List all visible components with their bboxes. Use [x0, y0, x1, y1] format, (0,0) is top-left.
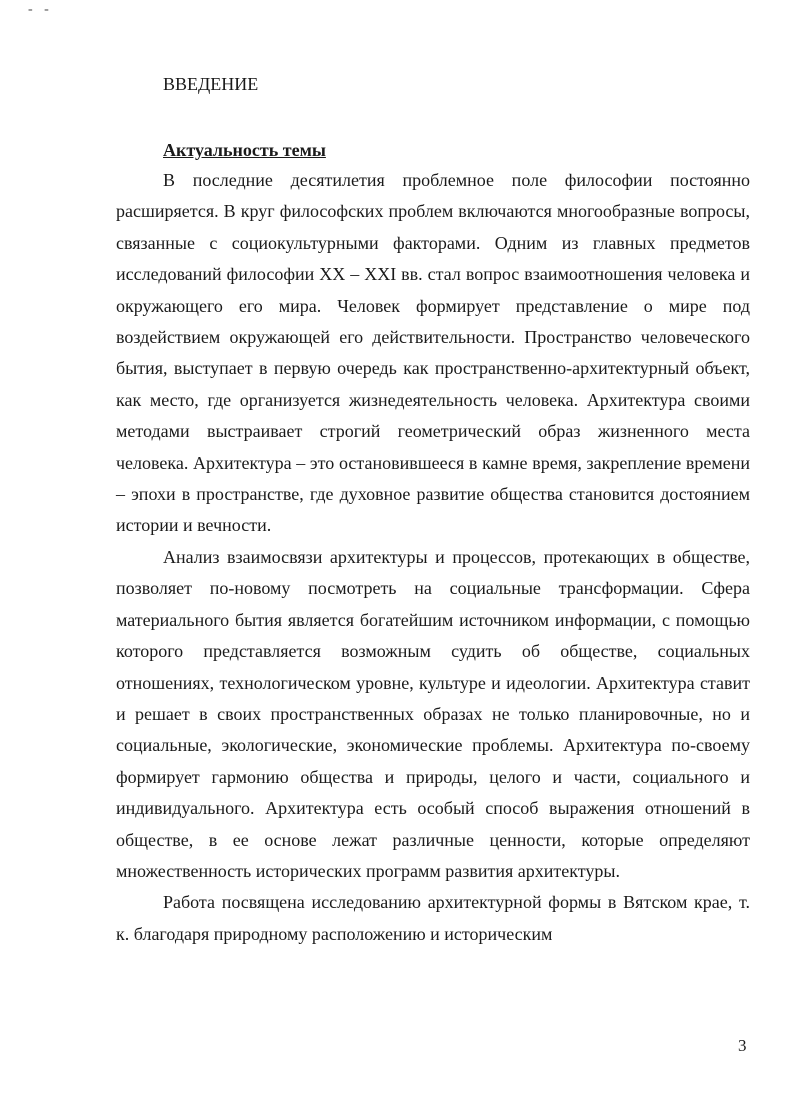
subsection-heading: Актуальность темы [163, 140, 326, 160]
paragraph-2: Анализ взаимосвязи архитектуры и процессов, протекающих в обществе, позволяет по-новому посмотреть на социальные трансформации. Сфера материального бытия является богатейшим источником информации, с помощью которого представляется возможным судить об обществе, социальных отношениях, технологическом уровне, культуре и идеологии. Архитектура ставит и решает в своих пространственных образах не только планировочные, но и социальные, экологические, экономические проблемы. Архитектура по-своему формирует гармонию общества и природы, целого и части, социального и индивидуального. Архитектура есть особый способ выражения отношений в обществе, в ее основе лежат различные ценности, которые определяют множественность исторических программ развития архитектуры. [116, 546, 750, 881]
scan-corner-mark: - - [28, 2, 53, 17]
body-text [116, 165, 750, 950]
section-heading: ВВЕДЕНИЕ [163, 74, 259, 94]
paragraph-1: В последние десятилетия проблемное поле философии постоянно расширяется. В круг философских проблем включаются многообразные вопросы, связанные с социокультурными факторами. Одним из главных предметов исследований философии XX – XXI вв. стал вопрос взаимоотношения человека и окружающего его мира. Человек формирует представление о мире под воздействием окружающей его действительности. Пространство человеческого бытия, выступает в первую очередь как пространственно-архитектурный объект, как место, где организуется жизнедеятельность человека. Архитектура своими методами выстраивает строгий геометрический образ жизненного места человека. Архитектура – это остановившееся в камне время, закрепление времени – эпохи в пространстве, где духовное развитие общества становится достоянием истории и вечности. [116, 170, 750, 536]
paragraph-3: Работа посвящена исследованию архитектурной формы в Вятском крае, т. к. благодаря природному расположению и историческим [116, 892, 750, 944]
page-number: 3 [738, 1036, 747, 1055]
